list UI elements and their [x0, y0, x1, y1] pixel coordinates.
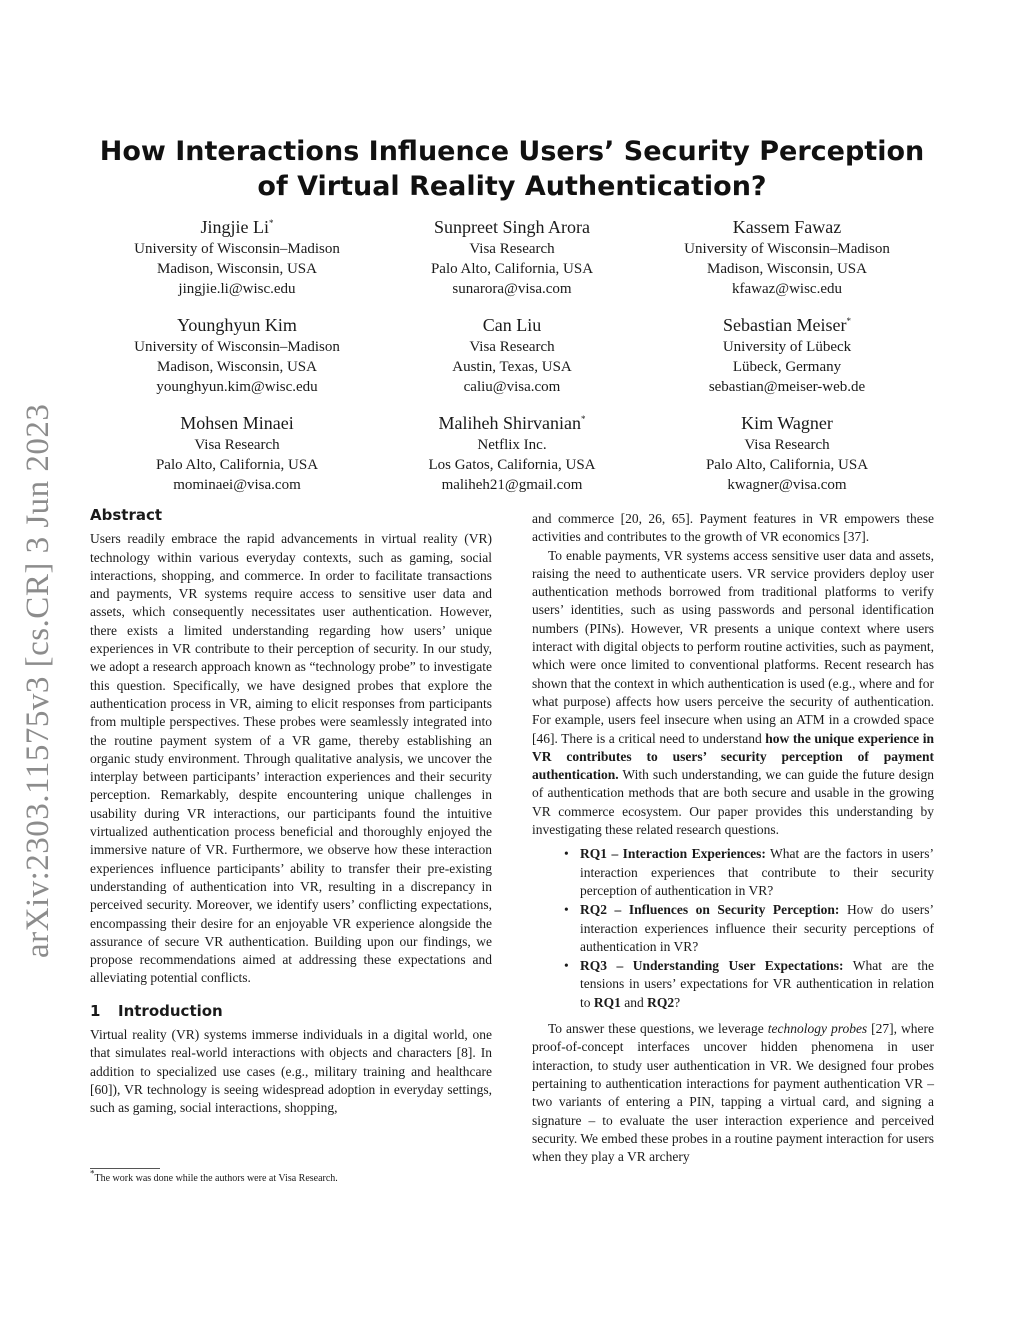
- research-question-rq3: • RQ3 – Understanding User Expectations: What are the tensions in users’ expectations for VR authentication in relation to RQ1 and RQ2?: [564, 958, 935, 1010]
- author-affiliation: Netflix Inc.: [477, 437, 547, 453]
- author-affiliation: University of Wisconsin–Madison: [684, 241, 890, 257]
- footnote-divider: [90, 1168, 160, 1169]
- rq-ref[interactable]: RQ2: [647, 994, 675, 1010]
- rq-ref[interactable]: RQ1: [593, 994, 621, 1010]
- author-name: Jingjie Li: [200, 217, 269, 237]
- rq-label: RQ2 – Influences on Security Perception:: [580, 902, 840, 918]
- research-questions-list: [532, 845, 934, 1012]
- author-location: Austin, Texas, USA: [452, 359, 572, 375]
- author-affiliation: University of Lübeck: [722, 339, 852, 355]
- author-name: Kassem Fawaz: [732, 217, 842, 237]
- author-location: Los Gatos, California, USA: [428, 457, 596, 473]
- right-column: [532, 510, 934, 1166]
- author-email[interactable]: sunarora@visa.com: [452, 281, 572, 297]
- author-footnote-mark: *: [580, 414, 586, 424]
- author-location: Madison, Wisconsin, USA: [707, 261, 867, 277]
- intro-paragraph: Virtual reality (VR) systems immerse individuals in a digital world, one that simulates real-world interactions with objects and characters [8]. In addition to specialized use cases (e.g., military training and healthcare [60]), VR technology is seeing widespread adoption in everyday settings, such as gaming, social interactions, shopping,: [90, 1027, 492, 1116]
- author-card: [367, 412, 657, 495]
- author-location: Madison, Wisconsin, USA: [157, 261, 317, 277]
- left-column: [90, 506, 492, 1118]
- author-footnote-mark: *: [846, 316, 851, 326]
- arxiv-identifier: arXiv:2303.11575v3 [cs.CR] 3 Jun 2023: [20, 403, 56, 958]
- author-name: Mohsen Minaei: [180, 413, 294, 433]
- key-question-emphasis: how the unique experience in VR contributes to users’ security perception of payment authentication.: [532, 730, 934, 783]
- author-name: Can Liu: [482, 315, 542, 335]
- intro-paragraph-motivation: To enable payments, VR systems access sensitive user data and assets, raising the need to authenticate users. VR service providers deploy user authentication methods borrowed from traditional platforms to verify users’ identities, such as using passwords and personal identification numbers (PINs). However, VR presents a unique context where users interact with digital objects to perform routine activities, such as payment, which were once limited to conventional platforms. Recent research has shown that the context in which authentication is used (e.g., where and for what purpose) affects how users perceive the security of authentication. For example, users feel insecure when using an ATM in a crowded space [46]. There is a critical need to understand how the unique experience in VR contributes to users’ security perception of payment authentication. With such understanding, we can guide the future design of authentication methods that are both secure and usable in the growing VR commerce ecosystem. Our paper provides this understanding by investigating these related research questions.: [532, 547, 934, 838]
- author-card: [92, 216, 382, 299]
- author-affiliation: University of Wisconsin–Madison: [134, 241, 340, 257]
- author-location: Palo Alto, California, USA: [430, 261, 594, 277]
- author-email[interactable]: sebastian@meiser-web.de: [708, 379, 866, 395]
- rq-label: RQ1 – Interaction Experiences:: [580, 846, 766, 862]
- paper-title: How Interactions Influence Users’ Security Perception of Virtual Reality Authentication?: [99, 136, 925, 202]
- intro-paragraph-continued: and commerce [20, 26, 65]. Payment features in VR empowers these activities and contributes to the growth of VR economics [37].: [532, 511, 934, 545]
- author-card: [642, 314, 932, 397]
- author-card: [642, 216, 932, 299]
- author-affiliation: Visa Research: [469, 339, 555, 355]
- author-email[interactable]: kwagner@visa.com: [727, 477, 847, 493]
- author-card: [92, 314, 382, 397]
- rq-text: What are the tensions in users’ expectations for VR authentication in relation to: [580, 958, 935, 1010]
- author-email[interactable]: caliu@visa.com: [463, 379, 561, 395]
- author-location: Palo Alto, California, USA: [155, 457, 319, 473]
- section-number: 1: [90, 1001, 101, 1020]
- intro-paragraph-approach: To answer these questions, we leverage technology probes [27], where proof-of-concept interfaces uncover hidden phenomena in user interaction, to study user authentication in VR. We designed four probes pertaining to authentication interactions for payment authentication VR – two variants of entering a PIN, tapping a virtual card, and signing a signature – to evaluate the user interaction experience and perceived security. We embed these probes in a routine payment interaction for users when they play a VR archery: [532, 1021, 934, 1165]
- author-email[interactable]: maliheh21@gmail.com: [441, 477, 583, 493]
- author-affiliation: Visa Research: [744, 437, 830, 453]
- bullet-icon: •: [564, 846, 569, 862]
- emphasis-term: technology probes: [767, 1021, 868, 1037]
- author-footnote-mark: *: [269, 218, 274, 228]
- footnote-text: The work was done while the authors were at Visa Research.: [94, 1173, 338, 1184]
- rq-text: How do users’ interaction experiences influence their security perceptions of authentication in VR?: [580, 902, 934, 954]
- author-email[interactable]: kfawaz@wisc.edu: [731, 281, 843, 297]
- author-name: Younghyun Kim: [177, 315, 297, 335]
- author-card: [367, 314, 657, 397]
- author-location: Lübeck, Germany: [732, 359, 842, 375]
- author-name: Maliheh Shirvanian: [438, 413, 581, 433]
- bullet-icon: •: [564, 958, 569, 974]
- author-affiliation: University of Wisconsin–Madison: [134, 339, 340, 355]
- author-affiliation: Visa Research: [469, 241, 555, 257]
- author-name: Sebastian Meiser: [723, 315, 847, 335]
- author-card: [367, 216, 657, 299]
- author-affiliation: Visa Research: [194, 437, 280, 453]
- abstract-heading: Abstract: [90, 506, 163, 524]
- abstract-text: Users readily embrace the rapid advancements in virtual reality (VR) technology within various everyday contexts, such as gaming, social interactions, shopping, and commerce. In order to facilitate transactions and payments, VR systems require access to sensitive user data and assets, which consequently necessitates user authentication. However, there exists a limited understanding regarding how users’ unique experiences in VR contribute to their perception of security. In our study, we adopt a research approach known as “technology probe” to investigate this question. Specifically, we have designed probes that explore the authentication process in VR, aiming to elicit responses from participants from multiple perspectives. These probes were seamlessly integrated into the routine payment system of a VR game, thereby establishing an organic study environment. Through qualitative analysis, we uncover the interplay between participants’ interaction experiences and their security perception. Remarkably, despite encountering unique challenges in usability during VR interactions, our participants found the intuitive virtualized authentication process beneficial and thoroughly enjoyed the immersive nature of VR. Furthermore, we observe how these interaction experiences influence participants’ ability to transfer their pre-existing understanding of authentication into VR, resulting in a discrepancy in perceived security. Moreover, we identify users’ conflicting expectations, encompassing their desire for an enjoyable VR experience alongside the assurance of secure VR authentication. Building upon our findings, we propose recommendations aimed at addressing these expectations and alleviating potential conflicts.: [90, 531, 492, 986]
- author-location: Madison, Wisconsin, USA: [157, 359, 317, 375]
- author-name: Kim Wagner: [741, 413, 833, 433]
- research-question-rq1: [564, 845, 935, 900]
- research-question-rq2: [564, 901, 934, 956]
- author-card: [642, 412, 932, 495]
- section-heading-introduction: [90, 1002, 492, 1020]
- author-email[interactable]: younghyun.kim@wisc.edu: [156, 379, 318, 395]
- bullet-icon: •: [564, 902, 569, 918]
- author-location: Palo Alto, California, USA: [705, 457, 869, 473]
- rq-text: What are the factors in users’ interaction experiences that contribute to their security perception of authentication in VR?: [580, 846, 935, 898]
- section-title: Introduction: [118, 1001, 223, 1020]
- author-email[interactable]: mominaei@visa.com: [173, 477, 301, 493]
- author-name: Sunpreet Singh Arora: [434, 217, 590, 237]
- rq-label: RQ3 – Understanding User Expectations:: [580, 958, 844, 974]
- author-card: [92, 412, 382, 495]
- author-email[interactable]: jingjie.li@wisc.edu: [178, 281, 296, 297]
- footnote: *The work was done while the authors were at Visa Research.: [90, 1168, 338, 1184]
